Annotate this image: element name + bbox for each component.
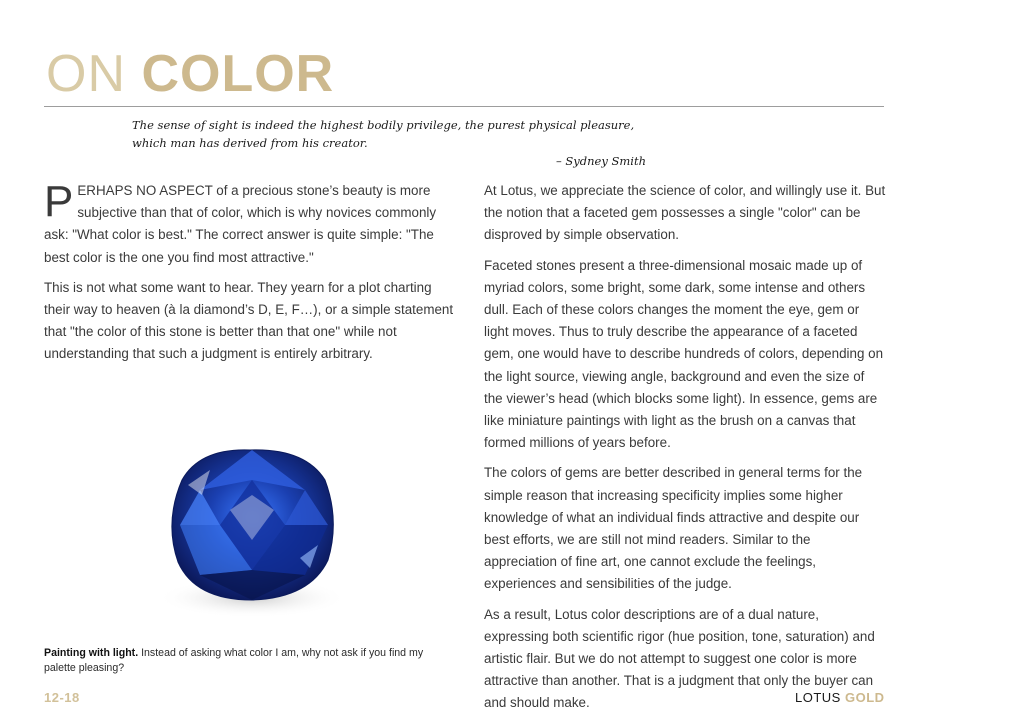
left-paragraph-2: This is not what some want to hear. They yearn for a plot charting their way to heaven (à la diamond’s D, E, F…), or a simple statement that "the color of this stone is better than that one" while not understanding that such a judgment is entirely arbitrary. — [44, 279, 454, 362]
epigraph — [132, 116, 652, 170]
header-divider — [44, 106, 884, 107]
page-title — [46, 44, 334, 104]
caption-title: Painting with light. — [44, 647, 139, 659]
right-paragraph-4: As a result, Lotus color descriptions are of a dual nature, expressing both scientific rigor (hue position, tone, saturation) and artistic flair. But we do not attempt to suggest one color is more attractive than another. That is a judgment that only the buyer can and should make. — [484, 606, 875, 711]
caption-text: Instead of asking what color I am, why not ask if you find my palette pleasing? — [44, 647, 424, 674]
epigraph-text: The sense of sight is indeed the highest bodily privilege, the purest physical pleasure, which man has derived from his creator. — [132, 118, 635, 150]
sapphire-gem-illustration — [140, 440, 360, 630]
right-paragraph-2: Faceted stones present a three-dimensional mosaic made up of myriad colors, some bright, some dark, some intense and others dull. Each of these colors changes the moment the eye, gem or light moves. Thus to truly describe the appearance of a faceted gem, one would have to describe hundreds of colors, depending on the light source, viewing angle, background and even the size of the viewer’s head (which blocks some light). In essence, gems are like miniature paintings with light as the brush on a canvas that formed millions of years before. — [484, 257, 884, 451]
brand-gold: GOLD — [844, 690, 885, 705]
epigraph-attribution: – Sydney Smith — [556, 154, 646, 168]
brand-footer — [795, 690, 885, 705]
title-on: ON — [46, 45, 142, 103]
drop-cap: P — [44, 177, 74, 226]
right-column — [484, 180, 886, 723]
right-paragraph-3: The colors of gems are better described in general terms for the simple reason that increasing specificity implies some higher knowledge of what an individual finds attractive and despite our best efforts, we are still not mind readers. Similar to the appreciation of fine art, one cannot exclude the feelings, experiences and sensibilities of the judge. — [484, 465, 863, 592]
left-paragraph-1-text: ERHAPS NO ASPECT of a precious stone’s beauty is more subjective than that of color, which is why novices commonly ask: "What color is best." The correct answer is quite simple: "The best color is the one you find most attractive." — [44, 183, 437, 265]
brand-lotus: LOTUS — [795, 690, 845, 705]
left-paragraph-1 — [44, 177, 454, 269]
left-column — [44, 177, 454, 374]
sapphire-gem-image — [140, 440, 360, 630]
image-caption — [44, 646, 444, 676]
right-paragraph-1: At Lotus, we appreciate the science of color, and willingly use it. But the notion that a faceted gem possesses a single "color" can be disproved by simple observation. — [484, 183, 886, 243]
title-color: COLOR — [141, 45, 335, 103]
page-number: 12-18 — [44, 690, 80, 705]
